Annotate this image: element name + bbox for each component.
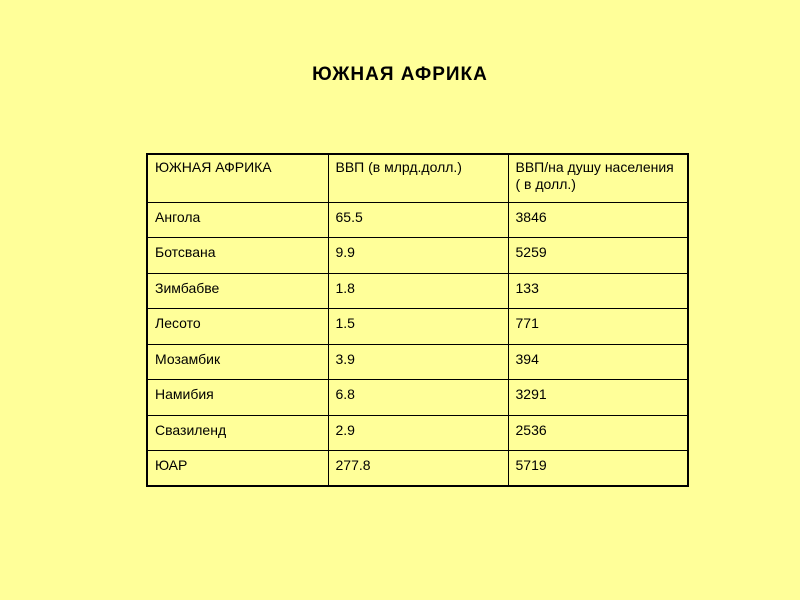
cell-gdp: 6.8 — [328, 380, 508, 416]
cell-gdp: 3.9 — [328, 344, 508, 380]
cell-country: Свазиленд — [147, 415, 328, 451]
cell-gdp: 9.9 — [328, 238, 508, 274]
cell-country: Ангола — [147, 202, 328, 238]
cell-gdp-per-capita: 3846 — [508, 202, 688, 238]
cell-gdp-per-capita: 771 — [508, 309, 688, 345]
cell-country: Ботсвана — [147, 238, 328, 274]
table-row — [147, 202, 688, 238]
cell-country: Зимбабве — [147, 273, 328, 309]
cell-gdp-per-capita: 133 — [508, 273, 688, 309]
gdp-table — [146, 153, 689, 487]
cell-gdp: 277.8 — [328, 451, 508, 487]
header-cell-gdp: ВВП (в млрд.долл.) — [328, 154, 508, 202]
cell-gdp: 65.5 — [328, 202, 508, 238]
cell-gdp: 2.9 — [328, 415, 508, 451]
cell-gdp-per-capita: 3291 — [508, 380, 688, 416]
table-row — [147, 451, 688, 487]
header-cell-gdp-per-capita: ВВП/на душу населения ( в долл.) — [508, 154, 688, 202]
slide-title: ЮЖНАЯ АФРИКА — [312, 64, 488, 85]
cell-gdp: 1.5 — [328, 309, 508, 345]
table-row — [147, 380, 688, 416]
table-row — [147, 238, 688, 274]
cell-gdp-per-capita: 394 — [508, 344, 688, 380]
table-row — [147, 344, 688, 380]
cell-gdp: 1.8 — [328, 273, 508, 309]
cell-gdp-per-capita: 2536 — [508, 415, 688, 451]
table-row — [147, 309, 688, 345]
cell-country: Намибия — [147, 380, 328, 416]
cell-country: Мозамбик — [147, 344, 328, 380]
header-cell-region: ЮЖНАЯ АФРИКА — [147, 154, 328, 202]
table-row — [147, 273, 688, 309]
cell-gdp-per-capita: 5259 — [508, 238, 688, 274]
cell-country: Лесото — [147, 309, 328, 345]
table-header-row — [147, 154, 688, 202]
cell-gdp-per-capita: 5719 — [508, 451, 688, 487]
table-row — [147, 415, 688, 451]
cell-country: ЮАР — [147, 451, 328, 487]
